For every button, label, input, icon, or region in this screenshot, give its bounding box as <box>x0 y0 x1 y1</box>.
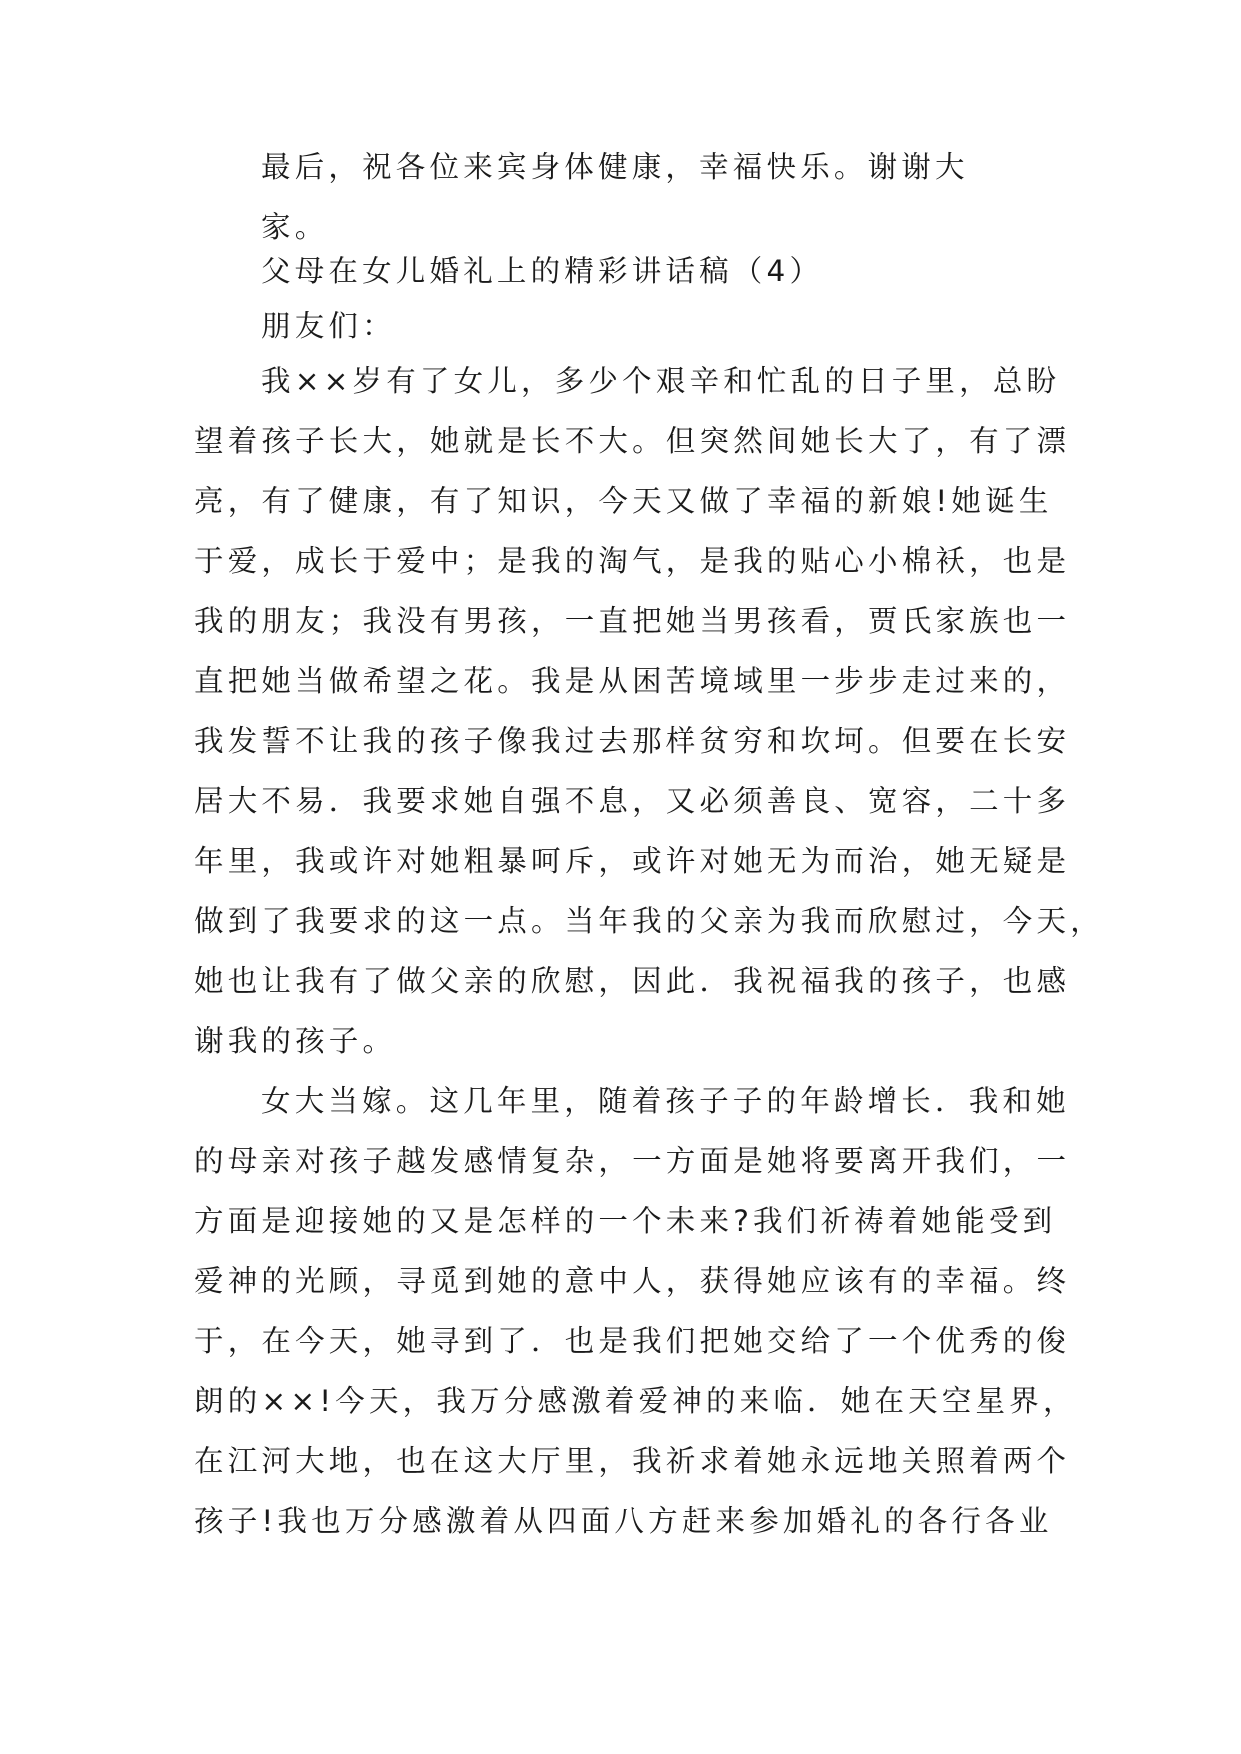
paragraph-1-line: 我的朋友；我没有男孩，一直把她当男孩看，贾氏家族也一 <box>194 604 1071 638</box>
paragraph-1-line: 居大不易．我要求她自强不息，又必须善良、宽容，二十多 <box>194 784 1071 818</box>
paragraph-1-line: 做到了我要求的这一点。当年我的父亲为我而欣慰过，今天， <box>194 904 1104 938</box>
closing-line-1: 最后，祝各位来宾身体健康，幸福快乐。谢谢大 <box>261 150 969 184</box>
paragraph-2-line: 孩子!我也万分感激着从四面八方赶来参加婚礼的各行各业 <box>194 1504 1053 1538</box>
paragraph-1-line: 谢我的孩子。 <box>194 1024 397 1058</box>
paragraph-1-line: 望着孩子长大，她就是长不大。但突然间她长大了，有了漂 <box>194 424 1071 458</box>
paragraph-1-line: 她也让我有了做父亲的欣慰，因此．我祝福我的孩子，也感 <box>194 964 1071 998</box>
closing-line-2: 家。 <box>261 210 329 244</box>
closing-paragraph <box>194 137 1070 257</box>
paragraph-1-line: 我发誓不让我的孩子像我过去那样贫穷和坎坷。但要在长安 <box>194 724 1071 758</box>
paragraph-2-line: 在江河大地，也在这大厅里，我祈求着她永远地关照着两个 <box>194 1444 1071 1478</box>
paragraph-2-line: 的母亲对孩子越发感情复杂，一方面是她将要离开我们，一 <box>194 1144 1071 1178</box>
paragraph-1-line: 于爱，成长于爱中；是我的淘气，是我的贴心小棉袄，也是 <box>194 544 1071 578</box>
paragraph-2-line: 于，在今天，她寻到了．也是我们把她交给了一个优秀的俊 <box>194 1324 1071 1358</box>
speech-heading: 父母在女儿婚礼上的精彩讲话稿（4） <box>261 254 824 288</box>
paragraph-1-line: 亮，有了健康，有了知识，今天又做了幸福的新娘!她诞生 <box>194 484 1053 518</box>
paragraph-2-line: 朗的××!今天，我万分感激着爱神的来临．她在天空星界， <box>194 1384 1077 1418</box>
paragraph-1 <box>194 351 1104 1071</box>
greeting-line: 朋友们： <box>261 309 396 343</box>
speech-heading-block <box>194 241 1070 301</box>
paragraph-2-line: 方面是迎接她的又是怎样的一个未来?我们祈祷着她能受到 <box>194 1204 1057 1238</box>
paragraph-2-line: 爱神的光顾，寻觅到她的意中人，获得她应该有的幸福。终 <box>194 1264 1071 1298</box>
paragraph-2-line: 女大当嫁。这几年里，随着孩子子的年龄增长．我和她 <box>261 1084 1070 1118</box>
greeting-block <box>194 296 1070 356</box>
paragraph-1-line: 直把她当做希望之花。我是从困苦境域里一步步走过来的， <box>194 664 1071 698</box>
paragraph-2 <box>194 1071 1077 1551</box>
paragraph-1-line: 我××岁有了女儿，多少个艰辛和忙乱的日子里，总盼 <box>261 364 1061 398</box>
paragraph-1-line: 年里，我或许对她粗暴呵斥，或许对她无为而治，她无疑是 <box>194 844 1071 878</box>
